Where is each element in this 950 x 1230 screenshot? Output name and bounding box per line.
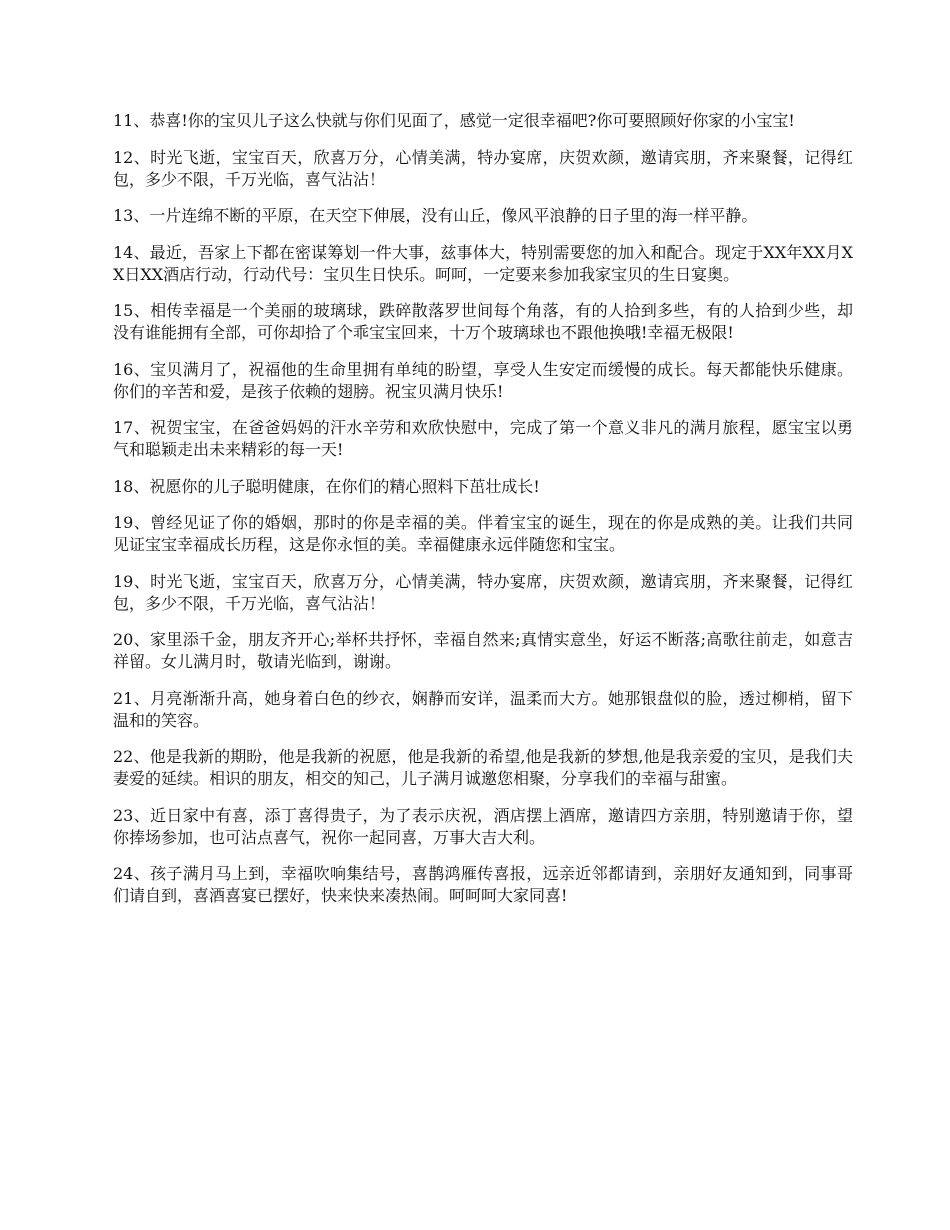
paragraph-16: 16、宝贝满月了，祝福他的生命里拥有单纯的盼望，享受人生安定而缓慢的成长。每天都能快乐健康。你们的辛苦和爱，是孩子依赖的翅膀。祝宝贝满月快乐! xyxy=(113,359,853,401)
paragraph-23: 23、近日家中有喜，添丁喜得贵子，为了表示庆祝，酒店摆上酒席，邀请四方亲朋，特别邀请于你，望你捧场参加，也可沾点喜气，祝你一起同喜，万事大吉大利。 xyxy=(113,805,853,847)
paragraph-13: 13、一片连绵不断的平原，在天空下伸展，没有山丘，像风平浪静的日子里的海一样平静。 xyxy=(113,206,758,225)
document-body xyxy=(113,110,853,922)
paragraph-11: 11、恭喜!你的宝贝儿子这么快就与你们见面了，感觉一定很幸福吧?你可要照顾好你家的小宝宝! xyxy=(113,111,795,130)
paragraph-17: 17、祝贺宝宝，在爸爸妈妈的汗水辛劳和欢欣快慰中，完成了第一个意义非凡的满月旅程，愿宝宝以勇气和聪颖走出未来精彩的每一天! xyxy=(113,418,853,459)
paragraph-24: 24、孩子满月马上到，幸福吹响集结号，喜鹊鸿雁传喜报，远亲近邻都请到，亲朋好友通知到，同事哥们请自到，喜酒喜宴已摆好，快来快来凑热闹。呵呵呵大家同喜! xyxy=(113,864,853,905)
paragraph-20: 20、家里添千金，朋友齐开心;举杯共抒怀，幸福自然来;真情实意坐，好运不断落;高歌往前走，如意吉祥留。女儿满月时，敬请光临到，谢谢。 xyxy=(113,630,853,671)
paragraph-14: 14、最近，吾家上下都在密谋筹划一件大事，兹事体大，特别需要您的加入和配合。现定于XX年XX月XX日XX酒店行动，行动代号：宝贝生日快乐。呵呵，一定要来参加我家宝贝的生日宴奥。 xyxy=(113,242,853,284)
paragraph-15: 15、相传幸福是一个美丽的玻璃球，跌碎散落罗世间每个角落，有的人拾到多些，有的人拾到少些，却没有谁能拥有全部，可你却拾了个乖宝宝回来，十万个玻璃球也不跟他换哦!幸福无极限! xyxy=(113,301,853,342)
paragraph-22: 22、他是我新的期盼，他是我新的祝愿，他是我新的希望,他是我新的梦想,他是我亲爱的宝贝，是我们夫妻爱的延续。相识的朋友，相交的知己，儿子满月诚邀您相聚，分享我们的幸福与甜蜜。 xyxy=(113,747,853,788)
paragraph-19a: 19、曾经见证了你的婚姻，那时的你是幸福的美。伴着宝宝的诞生，现在的你是成熟的美。让我们共同见证宝宝幸福成长历程，这是你永恒的美。幸福健康永远伴随您和宝宝。 xyxy=(113,513,853,554)
paragraph-18: 18、祝愿你的儿子聪明健康，在你们的精心照料下茁壮成长! xyxy=(113,476,540,496)
paragraph-12: 12、时光飞逝，宝宝百天，欣喜万分，心情美满，特办宴席，庆贺欢颜，邀请宾朋，齐来聚餐，记得红包，多少不限，千万光临，喜气沾沾！ xyxy=(113,147,853,189)
paragraph-19b: 19、时光飞逝，宝宝百天，欣喜万分，心情美满，特办宴席，庆贺欢颜，邀请宾朋，齐来聚餐，记得红包，多少不限，千万光临，喜气沾沾！ xyxy=(113,571,853,613)
paragraph-21: 21、月亮渐渐升高，她身着白色的纱衣，娴静而安详，温柔而大方。她那银盘似的脸，透过柳梢，留下温和的笑容。 xyxy=(113,688,853,730)
